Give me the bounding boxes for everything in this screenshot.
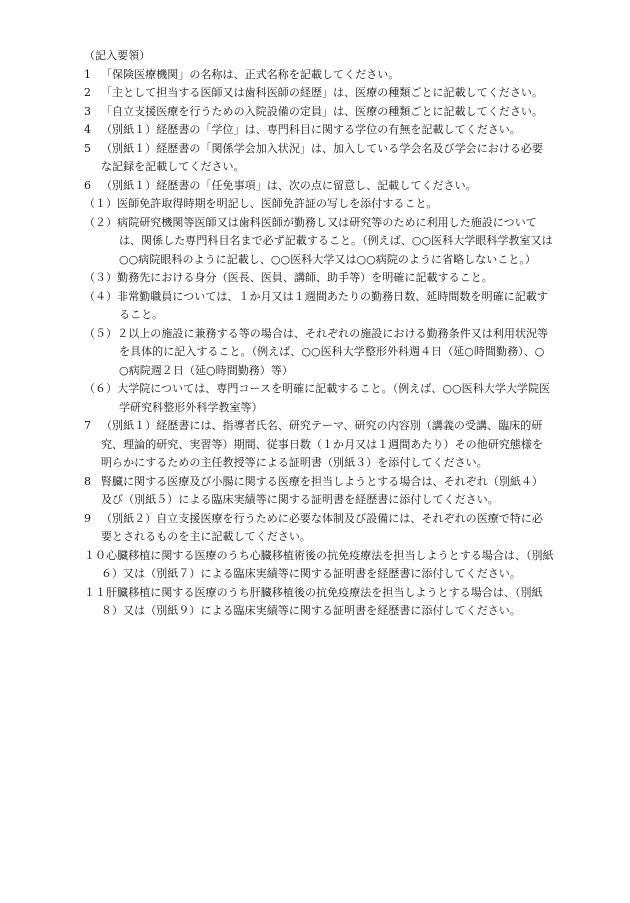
item-number: 7 <box>84 419 92 432</box>
subitem-1: （１）医師免許取得時期を明記し、医師免許証の写しを添付すること。 <box>84 197 438 210</box>
item-text: （別紙１）経歴書の「任免事項」は、次の点に留意し、記載してください。 <box>101 178 477 192</box>
instruction-item-6 <box>84 177 554 196</box>
instruction-item-3 <box>84 103 554 122</box>
instruction-item-5 <box>84 140 554 177</box>
item-number: 6 <box>84 178 92 192</box>
subitem-2: （２）病院研究機関等医師又は歯科医師が勤務し又は研究等のために利用した施設については、関係した専門科目名まで必ず記載すること。（例えば、○○医科大学眼科学教室又は○○病院眼科のように記載し、○○医科大学又は○○病院のように省略しないこと。） <box>84 215 553 266</box>
item-text: （別紙２）自立支援医療を行うために必要な体制及び設備には、それぞれの医療で特に必要とされるものを主に記載してください。 <box>101 511 543 543</box>
item-number: 2 <box>84 86 92 99</box>
subitem-4: （４）非常勤職員については、１か月又は１週間あたりの勤務日数、延時間数を明確に記載すること。 <box>84 289 548 321</box>
item-text: （別紙１）経歴書の「関係学会加入状況」は、加入している学会名及び学会における必要な記録を記載してください。 <box>101 141 543 173</box>
subitem-6: （６）大学院については、専門コースを明確に記載すること。（例えば、○○医科大学大学院医学研究科整形外科学教室等） <box>84 382 551 414</box>
item-number: 8 <box>84 474 92 488</box>
item-text: （別紙１）経歴書の「学位」は、専門科目に関する学位の有無を記載してください。 <box>101 123 521 136</box>
item-text: 腎臓に関する医療及び小腸に関する医療を担当しようとする場合は、それぞれ（別紙４）及び（別紙５）による臨床実績等に関する証明書を経歴書に添付してください。 <box>101 474 543 506</box>
instruction-item-4 <box>84 121 554 140</box>
subitem-5: （５）２以上の施設に兼務する等の場合は、それぞれの施設における勤務条件又は利用状況等を具体的に記入すること。（例えば、○○医科大学整形外科週４日（延○時間勤務）、○○病院週２日（延○時間勤務）等） <box>84 326 549 377</box>
item-text: 心臓移植に関する医療のうち心臓移植術後の抗免疫療法を担当しようとする場合は、（別紙６）又は（別紙７）による臨床実績等に関する証明書を経歴書に添付してください。 <box>101 548 554 580</box>
item-number: 5 <box>84 141 92 155</box>
subitem-3: （３）勤務先における身分（医長、医員、講師、助手等）を明確に記載すること。 <box>84 271 493 284</box>
item-number: 4 <box>84 123 92 136</box>
instruction-item-10 <box>84 547 554 584</box>
instruction-item-9 <box>84 510 554 547</box>
item-number: １０ <box>84 548 107 562</box>
item-number: １１ <box>84 585 107 599</box>
item-number: 3 <box>84 104 92 118</box>
item-text: 「主として担当する医師又は歯科医師の経歴」は、医療の種類ごとに記載してください。 <box>101 86 543 99</box>
instruction-item-1 <box>84 66 554 85</box>
instruction-item-8 <box>84 473 554 510</box>
instruction-item-2 <box>84 84 554 103</box>
instruction-item-11 <box>84 584 554 621</box>
instructions-heading: （記入要領） <box>84 49 151 62</box>
item-number: 1 <box>84 67 92 81</box>
instruction-item-7 <box>84 417 554 473</box>
item-number: 9 <box>84 511 92 525</box>
item-text: 「保険医療機関」の名称は、正式名称を記載してください。 <box>101 67 400 81</box>
item-text: 「自立支援医療を行うための入院設備の定員」は、医療の種類ごとに記載してください。 <box>101 104 543 118</box>
item-text: （別紙１）経歴書には、指導者氏名、研究テーマ、研究の内容別（講義の受講、臨床的研究、理論的研究、実習等）期間、従事日数（１か月又は１週間あたり）その他研究態様を明らかにするための主任教授等による証明書（別紙３）を添付してください。 <box>101 419 543 469</box>
item-text: 肝臓移植に関する医療のうち肝臓移植後の抗免疫療法を担当しようとする場合は、（別紙８）又は（別紙９）による臨床実績等に関する証明書を経歴書に添付してください。 <box>101 585 543 617</box>
instructions-body <box>84 47 554 621</box>
